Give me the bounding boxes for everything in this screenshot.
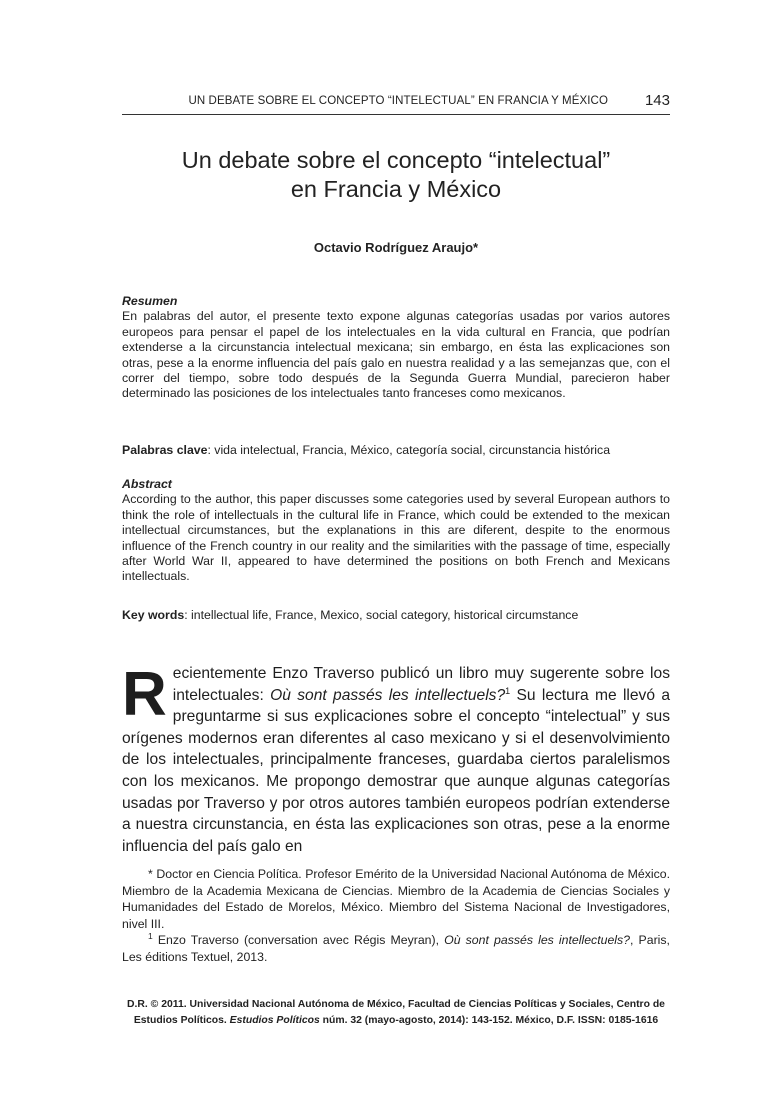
key-words-label: Key words bbox=[122, 608, 185, 622]
drop-cap: R bbox=[122, 660, 167, 729]
palabras-clave-label: Palabras clave bbox=[122, 443, 208, 457]
article-author: Octavio Rodríguez Araujo* bbox=[313, 240, 479, 255]
footnote-1 bbox=[122, 932, 670, 965]
palabras-clave-text: : vida intelectual, Francia, México, categoría social, circunstancia histórica bbox=[207, 443, 611, 457]
footnote-author: * Doctor en Ciencia Política. Profesor Emérito de la Universidad Nacional Autónoma de México. Miembro de la Academia Mexicana de Ciencias. Miembro de la Academia de Ciencias Sociales y Humanidades del Estado de Morelos, México. Miembro del Sistema Nacional de Investigadores, nivel III. bbox=[122, 867, 670, 931]
copyright-text-a: D.R. © 2011. Universidad Nacional Autónoma de México, Facultad de Ciencias Políticas y Sociales, Centro de Estudios Políticos. bbox=[127, 999, 665, 1026]
resumen-section bbox=[122, 294, 670, 402]
running-head-title: UN DEBATE SOBRE EL CONCEPTO “INTELECTUAL” EN FRANCIA Y MÉXICO bbox=[188, 95, 608, 107]
abstract-section bbox=[122, 477, 670, 585]
footnote-1-mark: 1 bbox=[148, 931, 153, 942]
footnote-1-title: Où sont passés les intellectuels? bbox=[444, 933, 631, 948]
body-paragraph bbox=[122, 660, 670, 857]
article-title-line-1: Un debate sobre el concepto “intelectual” bbox=[181, 147, 611, 173]
resumen-heading: Resumen bbox=[122, 294, 178, 308]
article-title-line-2: en Francia y México bbox=[290, 176, 502, 202]
running-head bbox=[122, 92, 670, 115]
abstract-heading: Abstract bbox=[122, 477, 172, 491]
footnote-ref-1[interactable]: 1 bbox=[505, 685, 511, 696]
key-words-text: : intellectual life, France, Mexico, social category, historical circumstance bbox=[184, 608, 579, 622]
footnote-1-text-a: Enzo Traverso (conversation avec Régis Meyran), bbox=[152, 933, 445, 948]
page-number: 143 bbox=[644, 92, 670, 109]
copyright-notice bbox=[122, 997, 670, 1028]
body-text-1: ecientemente Enzo Traverso publicó un libro muy sugerente sobre los intelectuales: bbox=[172, 665, 670, 704]
key-words bbox=[122, 608, 670, 623]
footnotes bbox=[122, 866, 670, 966]
book-title: Où sont passés les intellectuels? bbox=[270, 686, 506, 704]
journal-name: Estudios Políticos bbox=[229, 1014, 320, 1026]
body-text-2: Su lectura me llevó a preguntarme si sus explicaciones sobre el concepto “intelectual” y sus orígenes modernos eran diferentes al caso mexicano y si el desenvolvimiento de los intelectuales, principalmente franceses, guardaba ciertos paralelismos con los mexicanos. Me propongo demostrar que aunque algunas categorías usadas por Traverso y por otros autores también europeos podrían extenderse a nuestra circunstancia, en ésta las explicaciones son otras, pese a la enorme influencia del país galo en bbox=[122, 686, 670, 855]
palabras-clave bbox=[122, 443, 670, 458]
abstract-text: According to the author, this paper discusses some categories used by several European authors to think the role of intellectuals in the cultural life in France, which could be extended to the mexican intellectual circumstances, but the explanations in this are diferent, despite to the enormous influence of the French country in our reality and the similarities with the passage of time, especially after World War II, appeared to have determined the positions on both French and Mexicans intellectuals. bbox=[122, 492, 670, 584]
resumen-text: En palabras del autor, el presente texto expone algunas categorías usadas por varios autores europeos para pensar el papel de los intelectuales en la vida cultural en Francia, que podrían extenderse a la circunstancia intelectual mexicana; sin embargo, en ésta las explicaciones son otras, pese a la enorme influencia del país galo en nuestra realidad y a las semejanzas que, con el correr del tiempo, sobre todo después de la Segunda Guerra Mundial, parecieron haber determinado las posiciones de los intelectuales tanto franceses como mexicanos. bbox=[122, 309, 670, 401]
copyright-text-b: núm. 32 (mayo-agosto, 2014): 143-152. México, D.F. ISSN: 0185-1616 bbox=[319, 1014, 659, 1026]
article-title bbox=[122, 146, 670, 204]
footnote-1-text-b: , Paris, Les éditions Textuel, 2013. bbox=[122, 933, 670, 964]
